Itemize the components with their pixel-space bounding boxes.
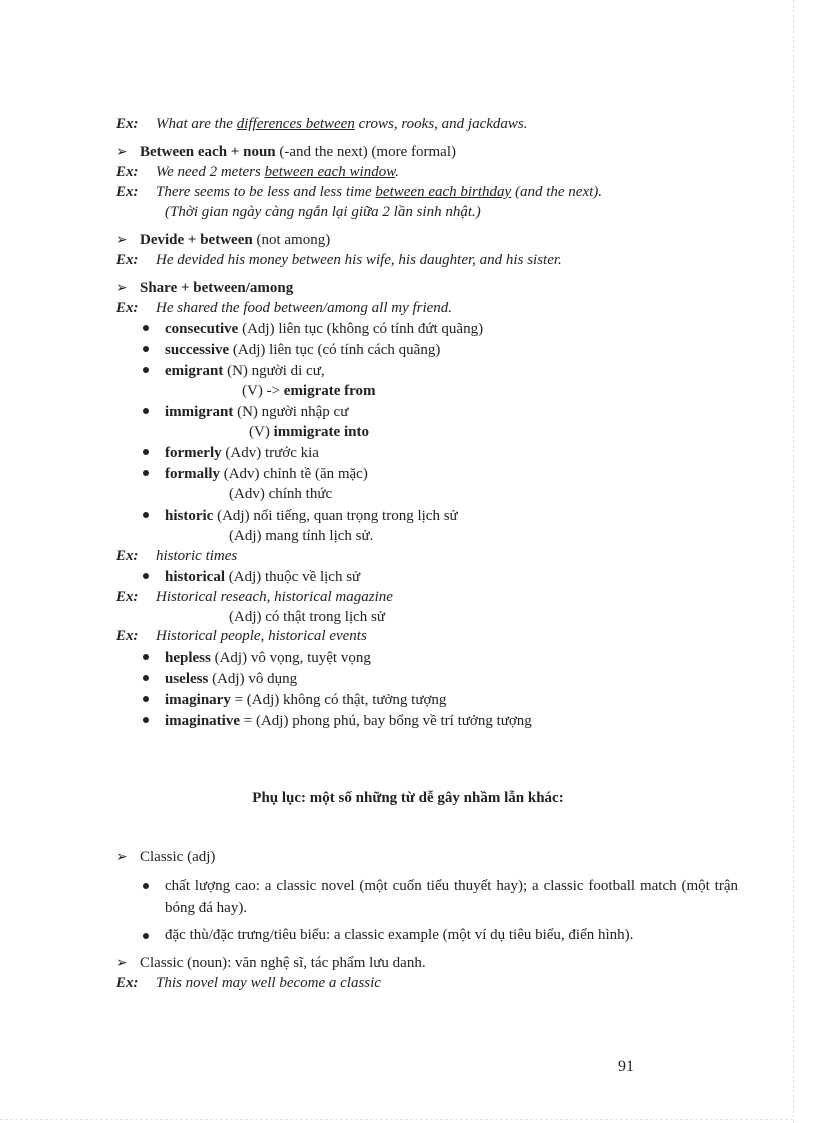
example-label: Ex: xyxy=(116,628,139,644)
round-bullet-icon xyxy=(143,408,149,414)
example-line: Ex: historic times xyxy=(116,548,238,564)
example-label: Ex: xyxy=(116,252,139,268)
example-line: Ex: Historical reseach, historical magazine xyxy=(116,589,393,605)
underlined-phrase: differences between xyxy=(236,116,355,132)
vocab-item: emigrant (N) người di cư, xyxy=(165,363,325,379)
vocab-item: hepless (Adj) vô vọng, tuyệt vọng xyxy=(165,650,371,666)
rule-heading: ➢ Between each + noun (-and the next) (more formal) xyxy=(116,144,456,160)
arrow-bullet-icon: ➢ xyxy=(116,849,128,865)
vocab-item: imaginary = (Adj) không có thật, tưởng tượng xyxy=(165,692,447,708)
round-bullet-icon xyxy=(143,573,149,579)
vocab-subitem: (Adv) chính thức xyxy=(229,486,333,502)
round-bullet-icon xyxy=(143,696,149,702)
vocab-item: immigrant (N) người nhập cư xyxy=(165,404,349,420)
round-bullet-icon xyxy=(143,346,149,352)
vocab-subitem: (Adj) có thật trong lịch sử xyxy=(229,609,386,625)
round-bullet-icon xyxy=(143,675,149,681)
round-bullet-icon xyxy=(143,717,149,723)
vocab-item: consecutive (Adj) liên tục (không có tính đứt quãng) xyxy=(165,321,484,337)
page-edge-right xyxy=(793,0,794,1123)
round-bullet-icon xyxy=(143,512,149,518)
round-bullet-icon xyxy=(143,367,149,373)
underlined-phrase: between each window xyxy=(264,164,396,180)
example-line: Ex: Historical people, historical events xyxy=(116,628,367,644)
arrow-bullet-icon: ➢ xyxy=(116,232,128,248)
example-label: Ex: xyxy=(116,300,139,316)
round-bullet-icon xyxy=(143,883,149,889)
definition-paragraph: chất lượng cao: a classic novel (một cuốn tiểu thuyết hay); a classic football match (một trận bóng đá hay). xyxy=(165,878,738,916)
example-label: Ex: xyxy=(116,164,139,180)
example-line: Ex: This novel may well become a classic xyxy=(116,975,381,991)
example-line: Ex: He devided his money between his wife, his daughter, and his sister. xyxy=(116,252,562,268)
vocab-item: successive (Adj) liên tục (có tính cách quãng) xyxy=(165,342,441,358)
vocab-subitem: (Adj) mang tính lịch sử. xyxy=(229,528,374,544)
rule-heading: ➢ Classic (adj) xyxy=(116,849,216,865)
vocab-item: useless (Adj) vô dụng xyxy=(165,671,298,687)
rule-heading: ➢ Classic (noun): văn nghệ sĩ, tác phẩm lưu danh. xyxy=(116,955,426,971)
example-label: Ex: xyxy=(116,116,139,132)
arrow-bullet-icon: ➢ xyxy=(116,144,128,160)
example-label: Ex: xyxy=(116,548,139,564)
example-line: Ex: He shared the food between/among all my friend. xyxy=(116,300,453,316)
arrow-bullet-icon: ➢ xyxy=(116,955,128,971)
example-line: Ex: There seems to be less and less time between each birthday (and the next). xyxy=(116,184,603,200)
round-bullet-icon xyxy=(143,654,149,660)
vocab-item: historical (Adj) thuộc về lịch sử xyxy=(165,569,361,585)
vocab-subitem: (V) -> emigrate from xyxy=(242,383,376,399)
vocab-subitem: (V) immigrate into xyxy=(249,424,369,440)
underlined-phrase: between each birthday xyxy=(375,184,512,200)
vocab-item: historic (Adj) nổi tiếng, quan trọng trong lịch sử xyxy=(165,508,458,524)
round-bullet-icon xyxy=(143,449,149,455)
example-label: Ex: xyxy=(116,589,139,605)
vocab-item: formally (Adv) chỉnh tề (ăn mặc) xyxy=(165,466,368,482)
vocab-item: formerly (Adv) trước kia xyxy=(165,445,319,461)
example-label: Ex: xyxy=(116,975,139,991)
round-bullet-icon xyxy=(143,470,149,476)
example-line: Ex: We need 2 meters between each window. xyxy=(116,164,399,180)
vocab-item: imaginative = (Adj) phong phú, bay bổng về trí tưởng tượng xyxy=(165,713,532,729)
round-bullet-icon xyxy=(143,325,149,331)
page-number: 91 xyxy=(618,1058,634,1075)
round-bullet-icon xyxy=(143,933,149,939)
example-line: Ex: What are the differences between crows, rooks, and jackdaws. xyxy=(116,116,528,132)
definition-line: đặc thù/đặc trưng/tiêu biểu: a classic example (một ví dụ tiêu biểu, điển hình). xyxy=(165,927,634,943)
rule-heading: ➢ Devide + between (not among) xyxy=(116,232,331,248)
page-edge-bottom xyxy=(0,1119,793,1120)
arrow-bullet-icon: ➢ xyxy=(116,280,128,296)
example-label: Ex: xyxy=(116,184,139,200)
translation-line: (Thời gian ngày càng ngắn lại giữa 2 lần sinh nhật.) xyxy=(165,204,481,220)
rule-heading: ➢ Share + between/among xyxy=(116,280,294,296)
appendix-heading: Phụ lục: một số những từ dễ gây nhầm lẫn khác: xyxy=(252,790,564,806)
